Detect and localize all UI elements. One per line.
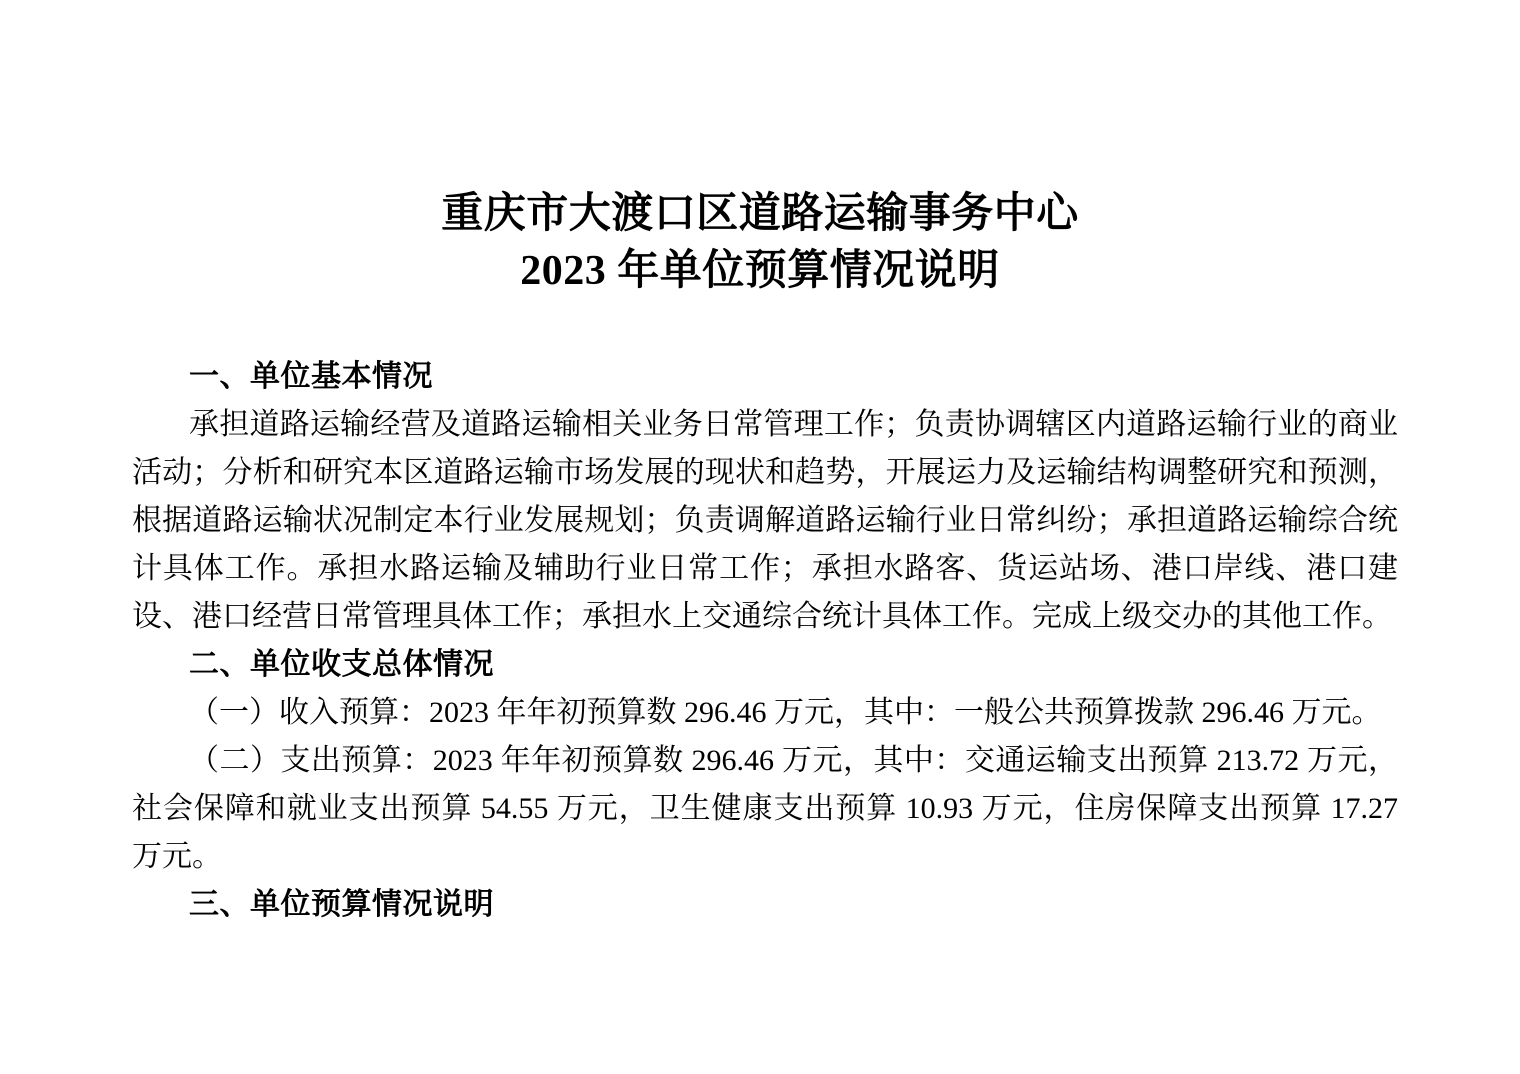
title-line-1: 重庆市大渡口区道路运输事务中心 [441,191,1079,237]
paragraph-basic-info: 承担道路运输经营及道路运输相关业务日常管理工作；负责协调辖区内道路运输行业的商业活动；分析和研究本区道路运输市场发展的现状和趋势，开展运力及运输结构调整研究和预测，根据道路运输状况制定本行业发展规划；负责调解道路运输行业日常纠纷；承担道路运输综合统计具体工作。承担水路运输及辅助行业日常工作；承担水路客、货运站场、港口岸线、港口建设、港口经营日常管理具体工作；承担水上交通综合统计具体工作。完成上级交办的其他工作。 [132,408,1398,633]
paragraph-expenditure-budget: （二）支出预算：2023 年年初预算数 296.46 万元，其中：交通运输支出预算 213.72 万元，社会保障和就业支出预算 54.55 万元，卫生健康支出预算 10.93 万元，住房保障支出预算 17.27 万元。 [132,744,1398,873]
section-heading-revenue-expenditure: 二、单位收支总体情况 [189,648,494,681]
document-title [0,0,1520,300]
section-heading-budget-explanation: 三、单位预算情况说明 [189,888,494,921]
paragraph-income-budget: （一）收入预算：2023 年年初预算数 296.46 万元，其中：一般公共预算拨款 296.46 万元。 [189,696,1382,729]
title-line-2: 2023 年单位预算情况说明 [520,248,1000,294]
section-heading-basic-info: 一、单位基本情况 [189,360,433,393]
document-body [132,353,1398,929]
